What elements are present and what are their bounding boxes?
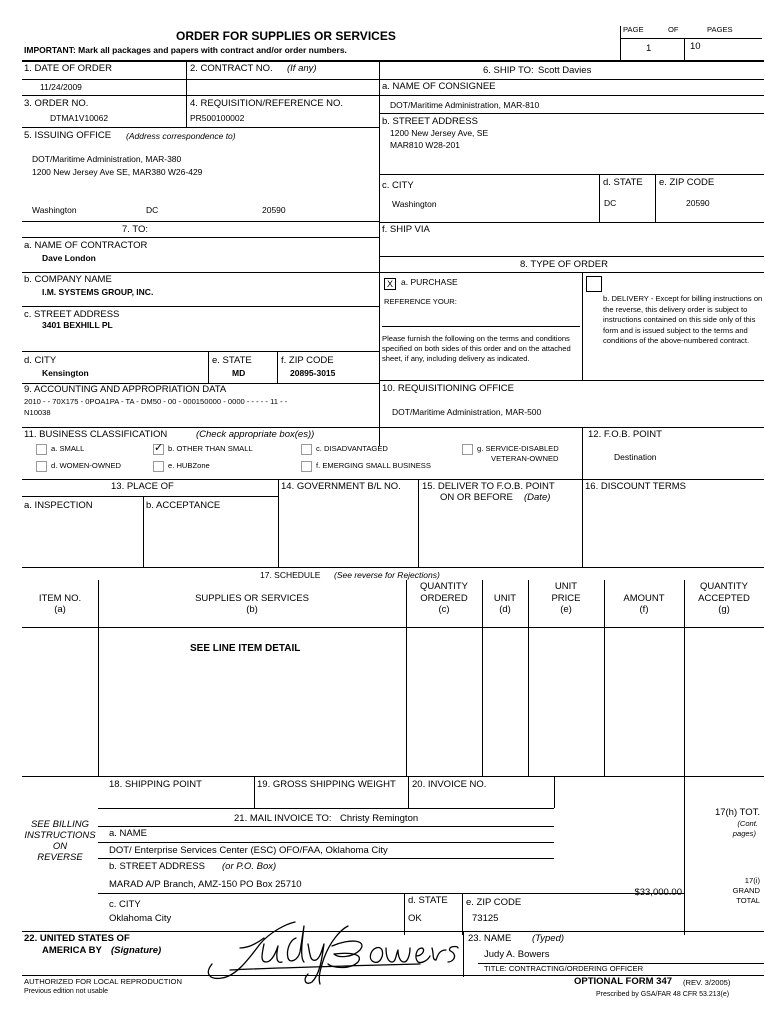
other-than-small-check-icon: ✓ [154, 442, 164, 454]
schedule-hint: (See reverse for Rejections) [334, 570, 440, 580]
ship-street-label: b. STREET ADDRESS [382, 116, 478, 127]
accounting-line1: 2010 - - 70X175 - 0POA1PA - TA - DM50 - 00 - 000150000 - 0000 - - - - - 11 - - [24, 397, 288, 406]
contractor-city-label: d. CITY [24, 355, 57, 366]
requisitioning-office: DOT/Maritime Administration, MAR-500 [392, 407, 542, 417]
consignee-name: DOT/Maritime Administration, MAR-810 [390, 100, 540, 110]
total-cont-label-3: pages) [732, 829, 756, 838]
grand-total-label-1: 17(i) [744, 876, 760, 885]
ship-city-label: c. CITY [382, 180, 414, 191]
col-supplies-sub: (b) [246, 604, 258, 615]
col-qty-ordered-1: QUANTITY [419, 581, 469, 592]
service-disabled-label: g. SERVICE-DISABLED [477, 444, 559, 453]
invoice-state: OK [408, 913, 422, 924]
hubzone-label: e. HUBZone [168, 461, 210, 470]
hubzone-checkbox[interactable] [153, 461, 164, 472]
purchase-checkbox[interactable]: X [384, 278, 396, 290]
women-owned-label: d. WOMEN-OWNED [51, 461, 122, 470]
other-than-small-label: b. OTHER THAN SMALL [168, 444, 253, 453]
order-no: DTMA1V10062 [50, 113, 109, 123]
schedule-label: 17. SCHEDULE [260, 570, 321, 580]
contractor-zip-label: f. ZIP CODE [281, 355, 334, 366]
grand-total-amount: $33,000.00 [634, 887, 682, 898]
acceptance-label: b. ACCEPTANCE [146, 500, 221, 511]
issuing-office-city: Washington [32, 205, 77, 215]
issuing-office-hint: (Address correspondence to) [126, 131, 236, 141]
us-signature-label-1: 22. UNITED STATES OF [24, 933, 130, 944]
ship-via-label: f. SHIP VIA [382, 224, 430, 235]
consignee-label: a. NAME OF CONSIGNEE [382, 81, 496, 92]
ship-zip-label: e. ZIP CODE [659, 177, 715, 188]
small-checkbox[interactable] [36, 444, 47, 455]
col-amount: AMOUNT [623, 593, 665, 604]
contract-no-label: 2. CONTRACT NO. [190, 63, 273, 74]
company-name-label: b. COMPANY NAME [24, 274, 112, 285]
page-label: PAGE [623, 25, 644, 34]
form-title: ORDER FOR SUPPLIES OR SERVICES [176, 29, 396, 43]
contractor-name-label: a. NAME OF CONTRACTOR [24, 240, 148, 251]
ship-state-label: d. STATE [603, 177, 643, 188]
on-or-before-hint: (Date) [524, 492, 551, 503]
reference-your-label: REFERENCE YOUR: [384, 297, 457, 306]
invoice-state-label: d. STATE [408, 895, 448, 906]
ship-to-label: 6. SHIP TO: [483, 65, 534, 76]
form-revision: (REV. 3/2005) [683, 978, 731, 987]
col-unit-price-1: UNIT [554, 581, 578, 592]
invoice-street-hint: (or P.O. Box) [222, 861, 277, 872]
invoice-city: Oklahoma City [109, 913, 172, 924]
billing-instructions-3: ON [52, 841, 68, 852]
col-qty-accepted-2: ACCEPTED [698, 593, 750, 604]
invoice-zip: 73125 [472, 913, 499, 924]
disadvantaged-label: c. DISADVANTAGED [316, 444, 388, 453]
total-cont-label-1: 17(h) TOT. [714, 807, 760, 818]
typed-name-hint: (Typed) [532, 933, 565, 944]
type-of-order-label: 8. TYPE OF ORDER [520, 259, 608, 270]
col-qty-ordered-sub: (c) [438, 604, 450, 615]
business-class-label: 11. BUSINESS CLASSIFICATION [24, 429, 168, 440]
typed-name-label: 23. NAME [468, 933, 512, 944]
government-bl-label: 14. GOVERNMENT B/L NO. [281, 481, 401, 492]
invoice-city-label: c. CITY [109, 899, 141, 910]
gross-weight-label: 19. GROSS SHIPPING WEIGHT [257, 779, 396, 790]
total-pages: 10 [690, 41, 701, 52]
invoice-zip-label: e. ZIP CODE [466, 897, 522, 908]
of-label: OF [668, 25, 679, 34]
grand-total-label-3: TOTAL [736, 896, 760, 905]
disadvantaged-checkbox[interactable] [301, 444, 312, 455]
requisitioning-office-label: 10. REQUISITIONING OFFICE [382, 383, 514, 394]
contractor-street: 3401 BEXHILL PL [42, 320, 113, 330]
contract-no-hint: (If any) [287, 63, 317, 74]
on-or-before-label: ON OR BEFORE [440, 492, 513, 503]
ship-zip: 20590 [686, 198, 710, 208]
col-qty-ordered-2: ORDERED [420, 593, 468, 604]
fob-point-label: 12. F.O.B. POINT [588, 429, 662, 440]
col-unit-price-sub: (e) [560, 604, 572, 615]
previous-edition: Previous edition not usable [24, 988, 109, 995]
page-number: 1 [646, 43, 652, 54]
typed-name: Judy A. Bowers [484, 949, 550, 960]
important-notice: IMPORTANT: Mark all packages and papers with contract and/or order numbers. [24, 45, 347, 55]
billing-instructions-2: INSTRUCTIONS [24, 830, 96, 841]
col-amount-sub: (f) [639, 604, 649, 615]
col-unit-sub: (d) [499, 604, 511, 615]
delivery-checkbox[interactable] [586, 276, 602, 292]
invoice-name-label: a. NAME [109, 828, 148, 839]
col-item-no-sub: (a) [54, 604, 66, 615]
ship-to-name: Scott Davies [538, 65, 592, 76]
delivery-note: b. DELIVERY - Except for billing instructions on the reverse, this delivery order is subject to instructions contained on this side only of this form and is issued subject to the terms and conditions of the above-numbered contract. [603, 294, 763, 345]
contractor-street-label: c. STREET ADDRESS [24, 309, 120, 320]
contractor-state: MD [232, 368, 246, 378]
pages-label: PAGES [707, 25, 733, 34]
accounting-line2: N10038 [24, 408, 51, 417]
prescribed-by: Prescribed by GSA/FAR 48 CFR 53.213(e) [596, 991, 730, 998]
issuing-office-zip: 20590 [262, 205, 286, 215]
requisition-no-label: 4. REQUISITION/REFERENCE NO. [190, 98, 344, 109]
purchase-note: Please furnish the following on the terms and conditions specified on both sides of this order and on the attached sheet, if any, including delivery as indicated. [382, 334, 571, 363]
contractor-state-label: e. STATE [212, 355, 252, 366]
fob-point: Destination [614, 452, 657, 462]
date-of-order: 11/24/2009 [40, 82, 82, 92]
invoice-street: MARAD A/P Branch, AMZ-150 PO Box 25710 [109, 879, 302, 890]
place-of-label: 13. PLACE OF [111, 481, 174, 492]
veteran-owned-label: VETERAN-OWNED [491, 454, 559, 463]
discount-terms-label: 16. DISCOUNT TERMS [585, 481, 687, 492]
officer-title: TITLE: CONTRACTING/ORDERING OFFICER [484, 964, 644, 973]
ship-street-2: MAR810 W28-201 [390, 140, 460, 150]
reference-line [382, 326, 580, 327]
form-number: OPTIONAL FORM 347 [574, 976, 673, 987]
authorized-reproduction: AUTHORIZED FOR LOCAL REPRODUCTION [24, 977, 182, 986]
contractor-zip: 20895-3015 [290, 368, 336, 378]
women-owned-checkbox[interactable] [36, 461, 47, 472]
to-label: 7. TO: [122, 224, 149, 235]
signature-image [200, 918, 460, 988]
purchase-label: a. PURCHASE [401, 277, 458, 287]
total-cont-label-2: (Cont. [737, 819, 758, 828]
billing-instructions-1: SEE BILLING [30, 819, 90, 830]
shipping-point-label: 18. SHIPPING POINT [109, 779, 202, 790]
service-disabled-checkbox[interactable] [462, 444, 473, 455]
grand-total-label-2: GRAND [732, 886, 760, 895]
invoice-name: DOT/ Enterprise Services Center (ESC) OFO/FAA, Oklahoma City [109, 845, 388, 856]
deliver-fob-label: 15. DELIVER TO F.O.B. POINT [422, 481, 555, 492]
invoice-street-label: b. STREET ADDRESS [109, 861, 205, 872]
accounting-label: 9. ACCOUNTING AND APPROPRIATION DATA [24, 384, 227, 395]
emerging-small-checkbox[interactable] [301, 461, 312, 472]
ship-state: DC [604, 198, 617, 208]
ship-street-1: 1200 New Jersey Ave, SE [390, 128, 489, 138]
business-class-hint: (Check appropriate box(es)) [196, 429, 315, 440]
order-no-label: 3. ORDER NO. [24, 98, 89, 109]
mail-invoice-to: Christy Remington [340, 813, 419, 824]
col-unit: UNIT [493, 593, 517, 604]
issuing-office-label: 5. ISSUING OFFICE [24, 130, 112, 141]
col-unit-price-2: PRICE [551, 593, 581, 604]
emerging-small-label: f. EMERGING SMALL BUSINESS [316, 461, 431, 470]
issuing-office-state: DC [146, 205, 159, 215]
contractor-city: Kensington [42, 368, 89, 378]
company-name: I.M. SYSTEMS GROUP, INC. [42, 287, 154, 297]
us-signature-label-2: AMERICA BY [42, 945, 102, 956]
col-qty-accepted-sub: (g) [718, 604, 730, 615]
col-item-no: ITEM NO. [38, 593, 82, 604]
date-of-order-label: 1. DATE OF ORDER [24, 63, 112, 74]
inspection-label: a. INSPECTION [24, 500, 93, 511]
us-signature-hint: (Signature) [111, 945, 162, 956]
small-label: a. SMALL [51, 444, 85, 453]
issuing-office-line2: 1200 New Jersey Ave SE, MAR380 W26-429 [32, 167, 203, 177]
invoice-no-label: 20. INVOICE NO. [412, 779, 487, 790]
issuing-office-line1: DOT/Maritime Administration, MAR-380 [32, 154, 182, 164]
col-qty-accepted-1: QUANTITY [699, 581, 749, 592]
ship-city: Washington [392, 199, 437, 209]
contractor-name: Dave London [42, 253, 96, 263]
col-supplies: SUPPLIES OR SERVICES [195, 593, 309, 604]
requisition-no: PR500100002 [190, 113, 245, 123]
billing-instructions-4: REVERSE [37, 852, 83, 863]
line-item-detail: SEE LINE ITEM DETAIL [190, 643, 301, 654]
mail-invoice-label: 21. MAIL INVOICE TO: [234, 813, 332, 824]
